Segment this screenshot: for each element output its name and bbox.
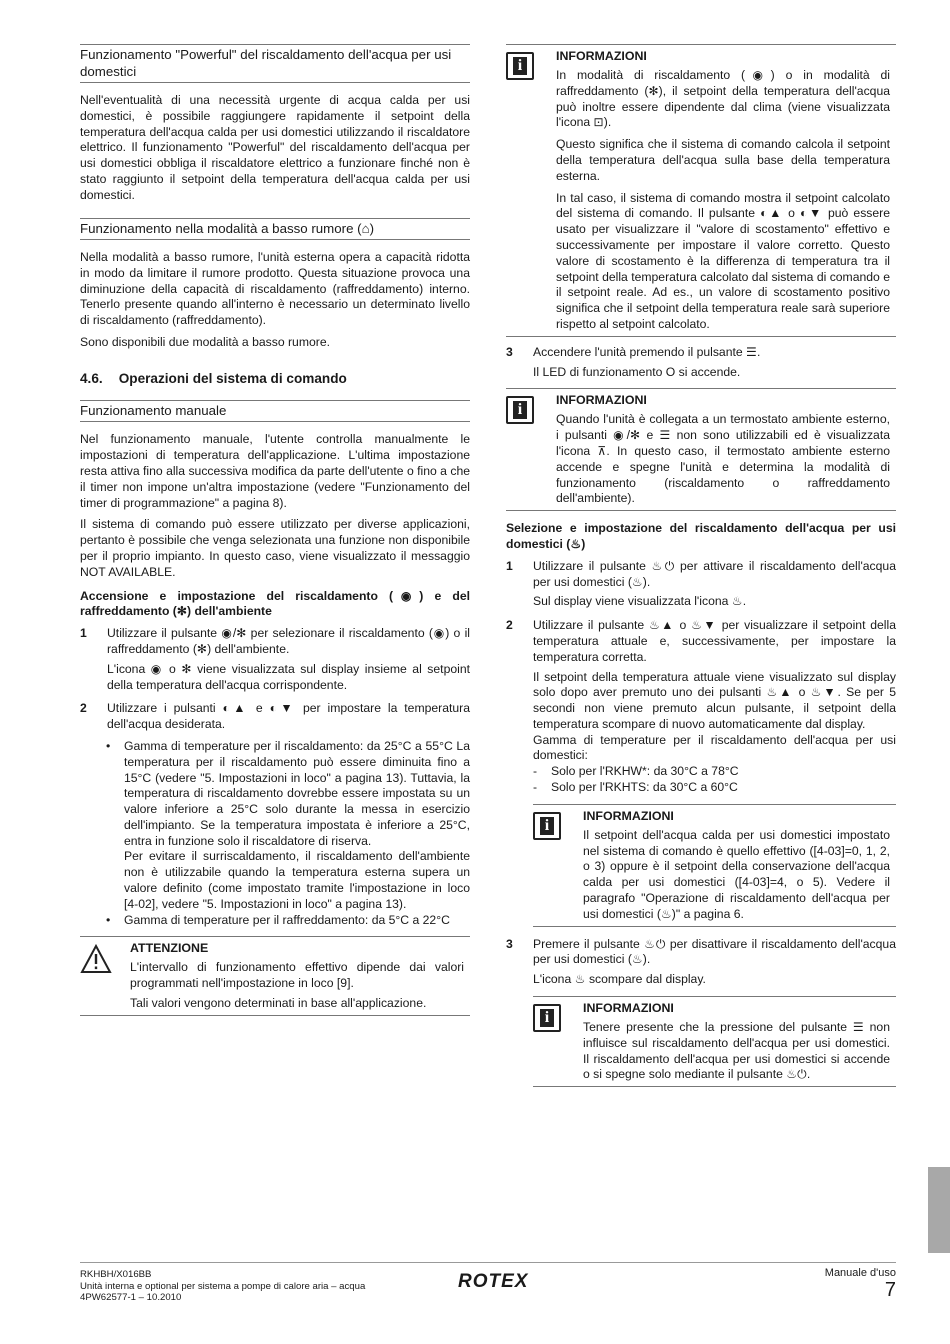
step-text: Il LED di funzionamento O si accende. <box>533 364 741 379</box>
chapter-number: 4.6. <box>80 370 103 386</box>
chapter-tab-marker <box>928 1167 950 1253</box>
right-column <box>506 44 896 1087</box>
step-text: Utilizzare il pulsante ♨⏻ per attivare il riscaldamento dell'acqua per usi domestici (♨). <box>533 558 896 589</box>
step-text: Accendere l'unità premendo il pulsante ☰. <box>533 344 761 359</box>
paragraph: Nella modalità a basso rumore, l'unità esterna opera a capacità ridotta in modo da limitare il rumore prodotto. Questa situazione provoca una diminuzione della capacità di riscaldamento (raffreddamento) interno. Tenerlo presente quando all'interno è necessario un determinato livello di riscaldamento (raffreddamento). <box>80 250 470 328</box>
dash-text: Solo per l'RKHTS: da 30°C a 60°C <box>551 780 738 795</box>
bullet-marker: • <box>106 738 111 753</box>
paragraph: Nell'eventualità di una necessità urgente di acqua calda per usi domestici, è possibile raggiungere rapidamente il setpoint della temperatura dell'acqua calda per usi domestici utilizzando il riscaldatore elettrico. Il funzionamento "Powerful" del riscaldamento dell'acqua per usi domestici obbliga il riscaldatore elettrico a funzionare finché non è stato raggiunto il setpoint della temperatura dell'acqua calda per usi domestici. <box>80 93 470 202</box>
warning-box <box>80 936 470 1015</box>
footer-document-number: 4PW62577-1 – 10.2010 <box>80 1292 182 1303</box>
numbered-step <box>506 618 896 927</box>
info-icon: i <box>506 52 534 80</box>
bullet-item <box>106 913 470 929</box>
section-heading: Funzionamento nella modalità a basso rumore (⌂) <box>80 218 470 241</box>
info-text: In modalità di riscaldamento (◉) o in modalità di raffreddamento (✻), il setpoint della temperatura dell'acqua può inoltre essere dipendente dal clima (viene visualizzata l'icona ⊡). <box>556 68 890 130</box>
numbered-step <box>506 559 896 610</box>
info-text: In tal caso, il sistema di comando mostra il setpoint calcolato del sistema di comando. Il pulsante ◐▲ o ◐▼ può essere usato per visualizzare il "valore di scostamento" effettivo e successivamente per impostare il valore corretto. Questo valore di scostamento è la differenza di temperatura tra il setpoint della temperatura calcolato dal sistema di comando e il setpoint reale. Ad es., un valore di scostamento positivo significa che il setpoint della temperatura reale sarà superiore rispetto al setpoint calcolato. <box>556 190 890 331</box>
paragraph: Il sistema di comando può essere utilizzato per diverse applicazioni, pertanto è possibile che venga selezionata una funzione non disponibile per il proprio impianto. In questo caso, viene visualizzato il messaggio NOT AVAILABLE. <box>80 517 470 579</box>
dash-item <box>533 764 896 780</box>
subheading: Selezione e impostazione del riscaldamento dell'acqua per usi domestici (♨) <box>506 521 896 551</box>
numbered-step <box>506 345 896 381</box>
step-text: Sul display viene visualizzata l'icona ♨. <box>533 594 747 609</box>
step-number: 1 <box>506 558 513 573</box>
chapter-heading <box>80 371 470 386</box>
numbered-step <box>80 701 470 733</box>
paragraph: Sono disponibili due modalità a basso rumore. <box>80 335 330 350</box>
numbered-step <box>80 626 470 693</box>
warning-text: Tali valori vengono determinati in base all'applicazione. <box>130 996 427 1011</box>
step-number: 2 <box>80 701 87 716</box>
warning-text: L'intervallo di funzionamento effettivo dipende dai valori programmati nell'impostazione in loco [9]. <box>130 960 464 991</box>
step-text: Utilizzare il pulsante ♨▲ o ♨▼ per visualizzare il setpoint della temperatura attuale e, successivamente, per impostare la temperatura corretta. <box>533 618 896 664</box>
step-number: 3 <box>506 344 513 359</box>
dash-marker: - <box>533 764 538 779</box>
footer-model: RKHBH/X016BB <box>80 1269 152 1280</box>
info-icon: i <box>533 812 561 840</box>
bullet-text: Per evitare il surriscaldamento, il riscaldamento dell'ambiente non è utilizzabile quando la temperatura esterna supera un valore definito (come impostato tramite l'impostazione in loco [4-02], vedere "5. Impostazioni in loco" a pagina 13). <box>124 849 470 911</box>
step-text: L'icona ♨ scompare dal display. <box>533 972 706 987</box>
rotex-logo: ROTEX <box>458 1271 529 1292</box>
step-number: 2 <box>506 618 513 633</box>
left-column <box>80 44 470 1016</box>
chapter-title: Operazioni del sistema di comando <box>118 370 347 386</box>
info-title: INFORMAZIONI <box>556 49 647 63</box>
page-footer <box>80 1262 896 1303</box>
info-box <box>533 996 896 1087</box>
bullet-item <box>106 739 470 913</box>
info-text: Quando l'unità è collegata a un termostato ambiente esterno, i pulsanti ◉/✻ e ☰ non sono utilizzabili ed è visualizzata l'icona ⊼. In questo caso, il termostato ambiente esterno accende e spegne l'unità e determina la modalità di funzionamento (riscaldamento o raffreddamento dell'ambiente). <box>556 412 890 506</box>
info-box <box>506 388 896 511</box>
step-number: 1 <box>80 626 87 641</box>
section-heading: Funzionamento "Powerful" del riscaldamento dell'acqua per usi domestici <box>80 44 470 83</box>
bullet-text: Gamma di temperature per il raffreddamento: da 5°C a 22°C <box>124 912 450 927</box>
info-title: INFORMAZIONI <box>556 393 647 408</box>
info-text: Questo significa che il sistema di comando calcola il setpoint della temperatura dell'acqua sulla base della temperatura esterna. <box>556 137 890 183</box>
step-text: Gamma di temperature per il riscaldamento dell'acqua per usi domestici: <box>533 732 896 763</box>
info-box <box>506 44 896 337</box>
info-box <box>533 804 896 927</box>
footer-manual-label: Manuale d'uso <box>824 1267 896 1279</box>
step-text: L'icona ◉ o ✻ viene visualizzata sul display insieme al setpoint della temperatura dell'acqua corrispondente. <box>107 661 470 692</box>
info-text: Il setpoint dell'acqua calda per usi domestici impostato nel sistema di comando è quello effettivo ([4-03]=0, 1, 2, o 3) oppure è il setpoint della conservazione dell'acqua calda per usi domestici ([4-03]=4, o 5). Vedere il paragrafo "Operazione di riscaldamento dell'acqua per usi domestici (♨)" a pagina 6. <box>583 827 890 921</box>
dash-item <box>533 780 896 796</box>
bullet-text: Gamma di temperature per il riscaldamento: da 25°C a 55°C La temperatura per il riscaldamento può essere diminuita fino a 15°C (vedere "5. Impostazioni in loco" a pagina 13). Tuttavia, la temperatura di riscaldamento dovrebbe essere impostata su un valore inferiore a 25°C solo durante la messa in esercizio dell'impianto. Se la temperatura impostata è inferiore a 25°C, entra in funzione solo il riscaldatore di riserva. <box>124 738 470 848</box>
dash-marker: - <box>533 780 538 795</box>
dash-text: Solo per l'RKHW*: da 30°C a 78°C <box>551 764 739 779</box>
footer-description: Unità interna e optional per sistema a pompe di calore aria – acqua <box>80 1280 366 1292</box>
numbered-step <box>506 937 896 1088</box>
step-text: Utilizzare i pulsanti ◐▲ e ◐▼ per impostare la temperatura dell'acqua desiderata. <box>107 701 470 732</box>
info-title: INFORMAZIONI <box>583 808 674 823</box>
step-text: Il setpoint della temperatura attuale viene visualizzato sul display solo dopo aver premuto uno dei pulsanti ♨▲ o ♨▼. Se per 5 secondi non viene premuto alcun pulsante, il setpoint della temperatura scompare di nuovo automaticamente dal display. <box>533 669 896 731</box>
info-icon: i <box>506 396 534 424</box>
page-number: 7 <box>884 1279 896 1301</box>
warning-title: ATTENZIONE <box>130 941 209 956</box>
info-text: Tenere presente che la pressione del pulsante ☰ non influisce sul riscaldamento dell'acqua per usi domestici. Il riscaldamento dell'acqua per usi domestici si accende o si spegne solo mediante il pulsante ♨⏻. <box>583 1020 890 1082</box>
info-icon: i <box>533 1004 561 1032</box>
step-text: Premere il pulsante ♨⏻ per disattivare il riscaldamento dell'acqua per usi domestici (♨). <box>533 936 896 967</box>
section-heading: Funzionamento manuale <box>80 400 470 423</box>
warning-triangle-icon <box>80 944 112 974</box>
step-text: Utilizzare il pulsante ◉/✻ per selezionare il riscaldamento (◉) o il raffreddamento (✻) dell'ambiente. <box>107 626 470 656</box>
subheading: Accensione e impostazione del riscaldamento (◉) e del raffreddamento (✻) dell'ambiente <box>80 588 470 619</box>
bullet-marker: • <box>106 912 111 927</box>
step-number: 3 <box>506 936 513 951</box>
paragraph: Nel funzionamento manuale, l'utente controlla manualmente le impostazioni di temperatura dell'applicazione. L'ultima impostazione resta attiva fino alla successiva modifica da parte dell'utente o fino a che il timer non impone un'altra impostazione (vedere "Funzionamento del timer di programmazione" a pagina 8). <box>80 432 470 510</box>
info-title: INFORMAZIONI <box>583 1001 674 1016</box>
